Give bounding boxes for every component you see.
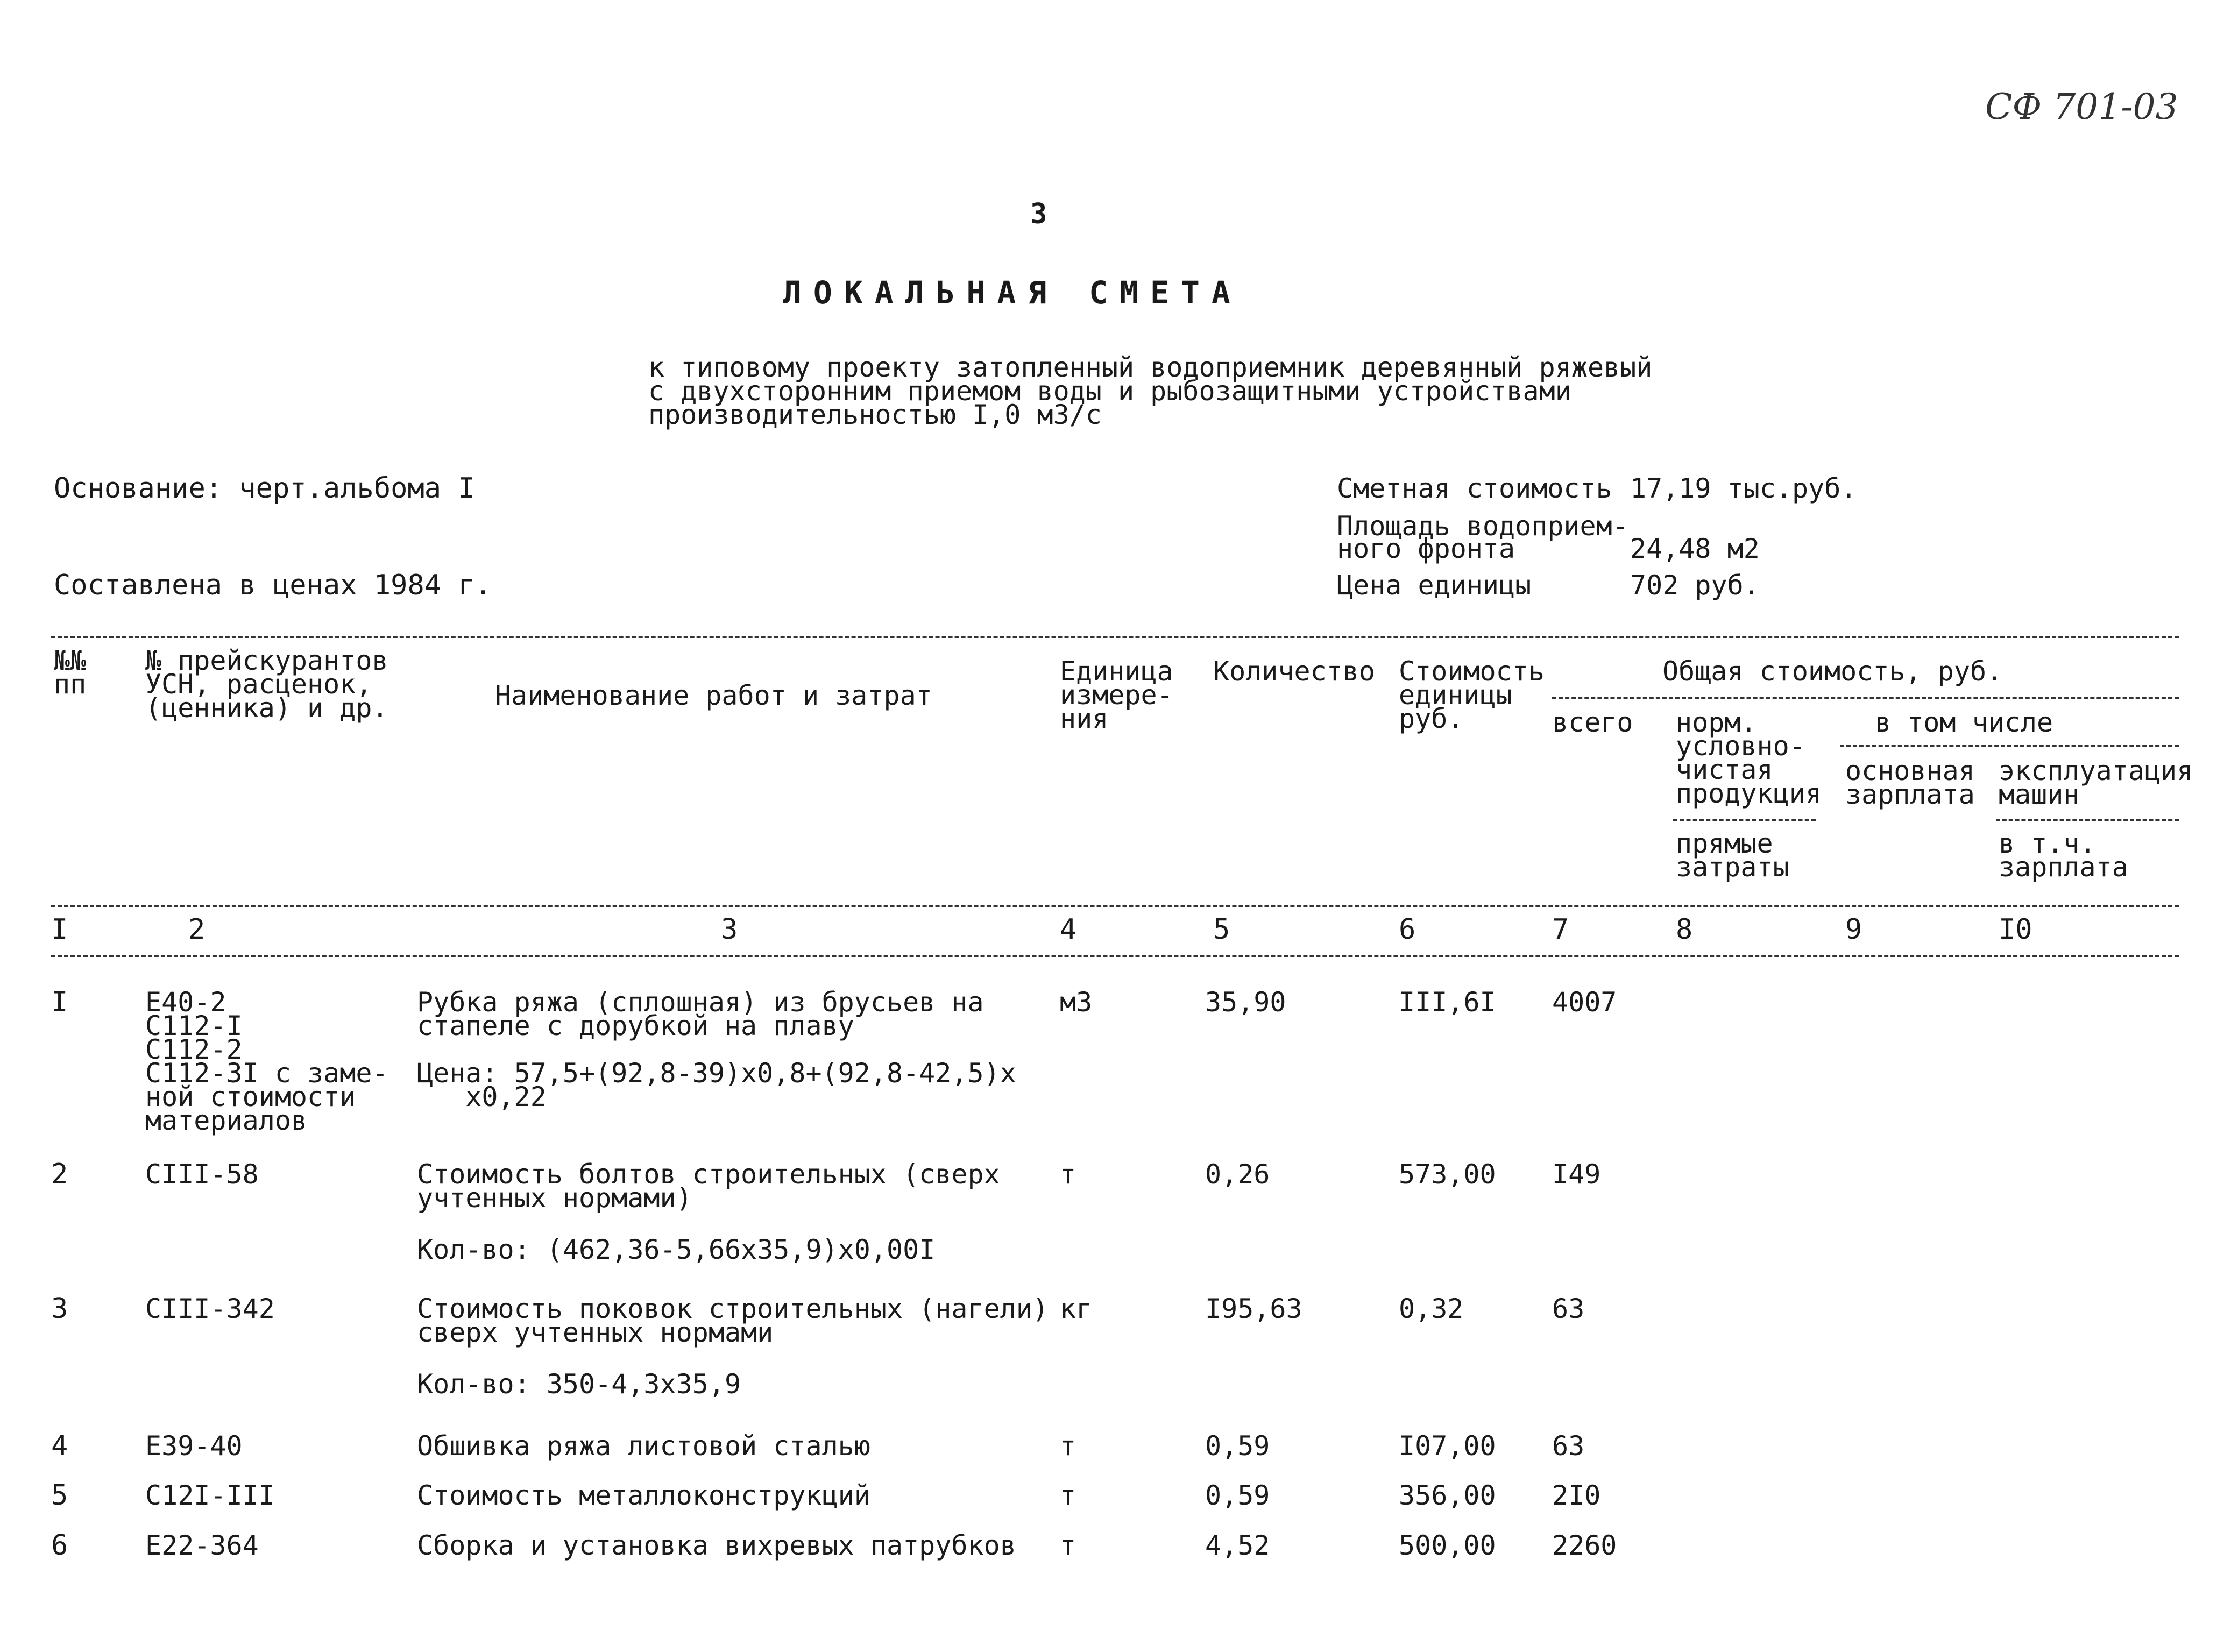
row-code: СIII-342 (145, 1293, 275, 1324)
colnum-9: 9 (1845, 913, 1862, 946)
col6-header-1: Стоимость (1399, 656, 1545, 687)
col4-header-2: измере- (1060, 679, 1173, 711)
col4-header-1: Единица (1060, 656, 1173, 687)
row-price: 0,32 (1399, 1293, 1464, 1324)
row-price: 573,00 (1399, 1159, 1496, 1190)
row-code: С112-3I с заме- (145, 1058, 388, 1089)
unit-price-value: 702 руб. (1630, 570, 1760, 601)
row-name: Сборка и установка вихревых патрубков (417, 1530, 1016, 1561)
header-bottom-rule (51, 905, 2179, 907)
row-unit: т (1060, 1430, 1076, 1462)
col8-sub-rule (1673, 819, 1816, 821)
document-stamp: СФ 701-03 (1985, 86, 2178, 127)
col9-header-1: основная (1845, 755, 1975, 786)
col9-header-2: зарплата (1845, 779, 1975, 810)
row-code: материалов (145, 1105, 308, 1136)
row-unit: кг (1060, 1293, 1093, 1324)
col8-header-1: норм. (1676, 707, 1757, 738)
row-number: 5 (51, 1479, 68, 1512)
colnum-3: 3 (721, 913, 738, 946)
col6-header-3: руб. (1399, 703, 1464, 734)
row-unit: м3 (1060, 987, 1093, 1018)
col1-header-2: пп (54, 669, 87, 700)
row-note: Кол-во: 350-4,3х35,9 (417, 1369, 741, 1400)
cost-label: Сметная стоимость (1337, 473, 1612, 504)
col6-header-2: единицы (1399, 679, 1512, 711)
row-number: 4 (51, 1430, 68, 1462)
cost-value: 17,19 тыс.руб. (1630, 473, 1857, 504)
area-label-1: Площадь водоприем- (1337, 511, 1628, 542)
col8-header-2: условно- (1676, 731, 1805, 762)
col2-header-2: УСН, расценок, (145, 669, 372, 700)
row-qty: I95,63 (1205, 1293, 1302, 1324)
subtitle-line-3: производительностью I,0 м3/с (648, 399, 1102, 430)
col8b-header-2: затраты (1676, 852, 1789, 883)
row-unit: т (1060, 1480, 1076, 1511)
col10-header-1: эксплуатация (1999, 755, 2193, 786)
row-price: 500,00 (1399, 1530, 1496, 1561)
table-top-rule (51, 636, 2179, 638)
row-total: 4007 (1552, 987, 1617, 1018)
row-code: Е40-2 (145, 987, 226, 1018)
colnum-8: 8 (1676, 913, 1693, 946)
unit-price-label: Цена единицы (1337, 570, 1532, 601)
area-value: 24,48 м2 (1630, 533, 1760, 564)
row-name: Рубка ряжа (сплошная) из брусьев на (417, 987, 984, 1018)
row-qty: 35,90 (1205, 987, 1286, 1018)
incl-group-rule (1840, 745, 2179, 747)
colnum-2: 2 (188, 913, 206, 946)
row-code: С112-2 (145, 1034, 243, 1065)
page-number: 3 (1030, 198, 1047, 230)
row-note: х0,22 (417, 1081, 547, 1112)
row-code: Е39-40 (145, 1430, 243, 1462)
row-qty: 0,59 (1205, 1480, 1270, 1511)
colnum-6: 6 (1399, 913, 1416, 946)
total-group-header: Общая стоимость, руб. (1662, 656, 2003, 687)
colnum-10: I0 (1999, 913, 2032, 946)
row-name: Стоимость болтов строительных (сверх (417, 1159, 1000, 1190)
numbers-bottom-rule (51, 955, 2179, 957)
row-note: Кол-во: (462,36-5,66х35,9)х0,00I (417, 1234, 936, 1265)
total-group-rule (1552, 697, 2179, 699)
row-code: С112-I (145, 1010, 243, 1041)
row-total: 2260 (1552, 1530, 1617, 1561)
colnum-4: 4 (1060, 913, 1077, 946)
row-price: 356,00 (1399, 1480, 1496, 1511)
col8-header-3: чистая (1676, 754, 1773, 785)
incl-group-header: в том числе (1875, 707, 2053, 738)
row-total: I49 (1552, 1159, 1601, 1190)
row-number: 3 (51, 1293, 68, 1325)
col10-header-2: машин (1999, 779, 2080, 810)
row-number: 6 (51, 1529, 68, 1562)
col10b-header-1: в т.ч. (1999, 828, 2096, 859)
col1-header-1: №№ (54, 645, 87, 676)
row-total: 2I0 (1552, 1480, 1601, 1511)
col4-header-3: ния (1060, 703, 1109, 734)
area-label-2: ного фронта (1337, 533, 1515, 564)
subtitle-line-1: к типовому проекту затопленный водоприемник деревянный ряжевый (648, 352, 1653, 383)
colnum-5: 5 (1213, 913, 1230, 946)
row-name: Обшивка ряжа листовой сталью (417, 1430, 870, 1462)
row-code: Е22-364 (145, 1530, 259, 1561)
row-unit: т (1060, 1530, 1076, 1561)
row-qty: 0,59 (1205, 1430, 1270, 1462)
row-qty: 4,52 (1205, 1530, 1270, 1561)
row-qty: 0,26 (1205, 1159, 1270, 1190)
row-total: 63 (1552, 1293, 1585, 1324)
row-name: сверх учтенных нормами (417, 1317, 774, 1348)
row-unit: т (1060, 1159, 1076, 1190)
row-name: учтенных нормами) (417, 1182, 692, 1214)
row-total: 63 (1552, 1430, 1585, 1462)
colnum-1: I (51, 913, 68, 946)
row-price: I07,00 (1399, 1430, 1496, 1462)
col10b-header-2: зарплата (1999, 852, 2128, 883)
document-title: ЛОКАЛЬНАЯ СМЕТА (783, 274, 1242, 311)
col3-header: Наименование работ и затрат (495, 680, 932, 711)
col2-header-3: (ценника) и др. (145, 692, 388, 724)
colnum-7: 7 (1552, 913, 1569, 946)
row-number: 2 (51, 1158, 68, 1190)
basis-text: Основание: черт.альбома I (54, 472, 475, 505)
row-name: Стоимость металлоконструкций (417, 1480, 870, 1511)
prices-year-text: Составлена в ценах 1984 г. (54, 569, 492, 601)
row-price: III,6I (1399, 987, 1496, 1018)
col8b-header-1: прямые (1676, 828, 1773, 859)
row-note: Цена: 57,5+(92,8-39)х0,8+(92,8-42,5)х (417, 1058, 1016, 1089)
row-number: I (51, 986, 68, 1018)
col8-header-4: продукция (1676, 778, 1822, 809)
col2-header-1: № прейскурантов (145, 645, 388, 676)
subtitle-line-2: с двухсторонним приемом воды и рыбозащитными устройствами (648, 375, 1571, 407)
row-code: ной стоимости (145, 1081, 356, 1112)
row-code: С12I-III (145, 1480, 275, 1511)
col5-header: Количество (1213, 656, 1376, 687)
col10-sub-rule (1996, 819, 2179, 821)
row-name: Стоимость поковок строительных (нагели) (417, 1293, 1049, 1324)
row-code: СIII-58 (145, 1159, 259, 1190)
col7-header: всего (1552, 707, 1633, 738)
row-name: стапеле с дорубкой на плаву (417, 1010, 854, 1041)
